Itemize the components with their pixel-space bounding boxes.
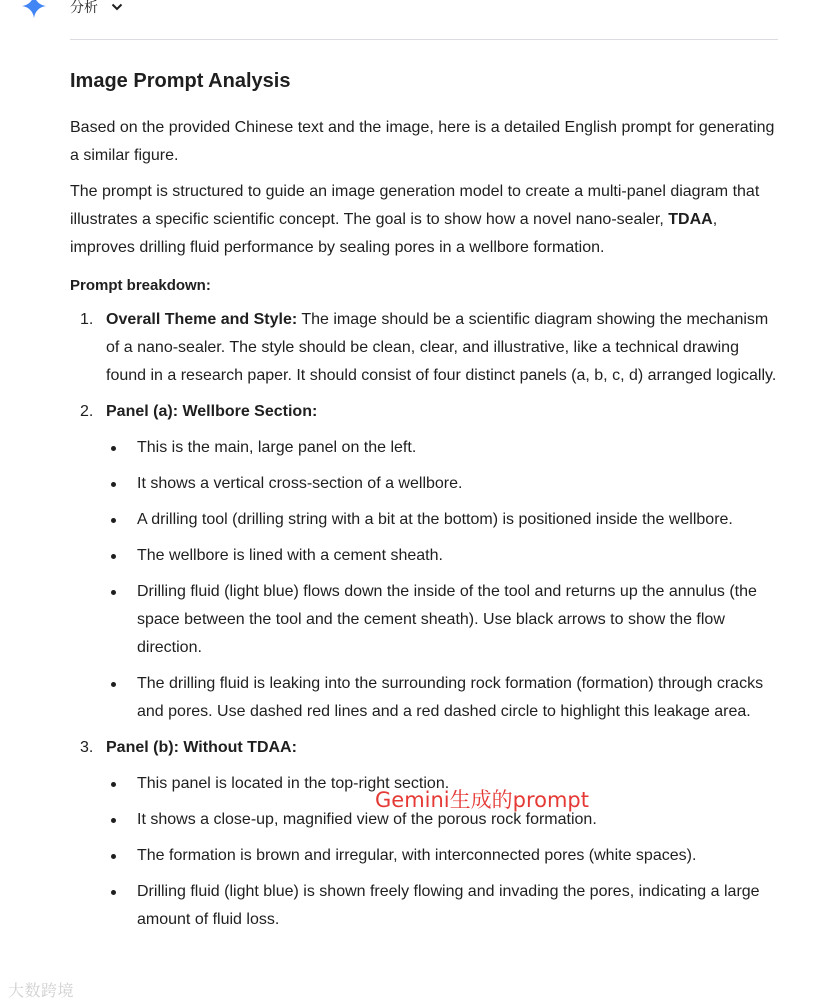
list-item <box>70 734 782 934</box>
overlay-annotation: Gemini生成的prompt <box>375 788 589 812</box>
bullet-item: This panel is located in the top-right section. <box>106 770 782 798</box>
list-item <box>70 306 782 390</box>
bullet-list <box>106 434 782 726</box>
bullet-item: This is the main, large panel on the left. <box>106 434 782 462</box>
bullet-item: The drilling fluid is leaking into the surrounding rock formation (formation) through cracks and pores. Use dashed red lines and a red dashed circle to highlight this leakage area. <box>106 670 782 726</box>
intro-paragraph: Based on the provided Chinese text and the image, here is a detailed English prompt for generating a similar figure. <box>70 119 775 164</box>
divider <box>70 39 778 40</box>
gemini-sparkle-icon <box>22 0 46 18</box>
bullet-item: Drilling fluid (light blue) is shown freely flowing and invading the pores, indicating a large amount of fluid loss. <box>106 878 782 934</box>
goal-text-end: , improves drilling fluid performance by sealing pores in a wellbore formation. <box>70 211 718 256</box>
goal-text-start: The prompt is structured to guide an image generation model to create a multi-panel diagram that illustrates a specific scientific concept. The goal is to show how a novel nano-sealer, <box>70 183 760 228</box>
chevron-down-icon <box>110 0 124 14</box>
bullet-item: It shows a close-up, magnified view of the porous rock formation. <box>106 806 782 834</box>
page-title: Image Prompt Analysis <box>70 70 291 92</box>
bullet-item: The formation is brown and irregular, with interconnected pores (white spaces). <box>106 842 782 870</box>
response-header <box>0 0 830 40</box>
breakdown-list <box>70 306 782 934</box>
bullet-item: It shows a vertical cross-section of a wellbore. <box>106 470 782 498</box>
item-text: The image should be a scientific diagram showing the mechanism of a nano-sealer. The style should be clean, clear, and illustrative, like a technical drawing found in a research paper. It should consist of four distinct panels (a, b, c, d) arranged logically. <box>106 311 777 384</box>
breakdown-heading: Prompt breakdown: <box>70 277 211 294</box>
bullet-item: A drilling tool (drilling string with a bit at the bottom) is positioned inside the wellbore. <box>106 506 782 534</box>
item-title: Panel (b): Without TDAA: <box>106 739 297 756</box>
analysis-label: 分析 <box>70 0 98 15</box>
item-number: 3. <box>80 739 94 756</box>
goal-paragraph <box>70 178 782 262</box>
list-item <box>70 398 782 726</box>
bullet-item: The wellbore is lined with a cement sheath. <box>106 542 782 570</box>
item-title: Panel (a): Wellbore Section: <box>106 403 318 420</box>
item-title: Overall Theme and Style: <box>106 311 298 328</box>
analysis-toggle[interactable] <box>70 0 124 17</box>
tdaa-bold: TDAA <box>668 211 713 228</box>
watermark: 大数跨境 <box>8 981 75 1000</box>
item-number: 2. <box>80 403 94 420</box>
item-number: 1. <box>80 311 94 328</box>
bullet-item: Drilling fluid (light blue) flows down the inside of the tool and returns up the annulus (the space between the tool and the cement sheath). Use black arrows to show the flow direction. <box>106 578 782 662</box>
